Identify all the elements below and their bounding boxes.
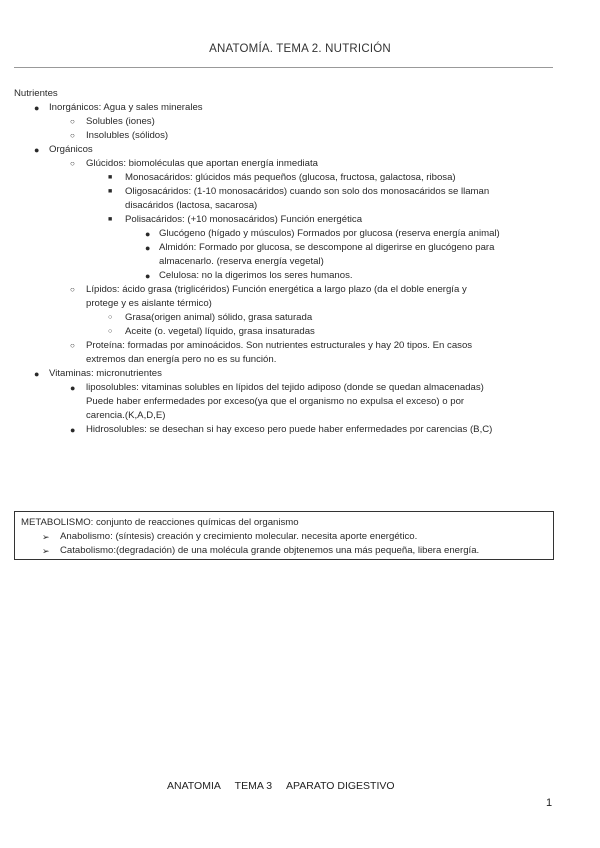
- list-item: ● Hidrosolubles: se desechan si hay exceso pero puede haber enfermedades por carencias (B,C): [70, 424, 493, 435]
- list-item: ➢ Anabolismo: (síntesis) creación y crecimiento molecular. necesita aporte energético.: [42, 531, 418, 542]
- list-item-continuation: Puede haber enfermedades por exceso(ya que el organismo no expulsa el exceso) o por: [86, 396, 465, 407]
- nutrient-list: [14, 101, 559, 437]
- list-item-continuation: carencia.(K,A,D,E): [86, 410, 166, 421]
- list-item: ● Vitaminas: micronutrientes: [34, 368, 162, 379]
- list-item: ○ Glúcidos: biomoléculas que aportan energía inmediata: [70, 158, 318, 169]
- header-divider: [14, 67, 553, 68]
- list-item: ● Inorgánicos: Agua y sales minerales: [34, 102, 203, 113]
- metabolismo-box: [14, 511, 554, 560]
- bullet-circle-icon: ○: [70, 131, 75, 140]
- list-item: ● liposolubles: vitaminas solubles en lípidos del tejido adiposo (donde se quedan almacenadas): [70, 382, 484, 393]
- list-item: ● Celulosa: no la digerimos los seres humanos.: [145, 270, 353, 281]
- list-item: ○ Grasa(origen animal) sólido, grasa saturada: [108, 312, 313, 323]
- bullet-disc-icon: ●: [145, 229, 151, 239]
- page-number: 1: [546, 797, 553, 809]
- arrow-bullet-icon: ➢: [42, 532, 50, 542]
- bullet-circle-icon: ○: [70, 341, 75, 350]
- bullet-disc-icon: ●: [34, 103, 40, 113]
- list-item: ○ Insolubles (sólidos): [70, 130, 169, 141]
- notes-content: [14, 87, 559, 437]
- bullet-disc-icon: ●: [70, 383, 76, 393]
- list-item: ○ Solubles (iones): [70, 116, 155, 127]
- metabolismo-title: METABOLISMO: conjunto de reacciones químicas del organismo: [21, 517, 299, 528]
- list-item: ➢ Catabolismo:(degradación) de una molécula grande objtenemos una más pequeña, libera energía.: [42, 545, 480, 556]
- list-item-continuation: extremos dan energía pero no es su función.: [86, 354, 277, 365]
- list-item: ○ Lípidos: ácido grasa (triglicéridos) Función energética a largo plazo (da el doble energía y: [70, 284, 467, 295]
- list-item: ● Orgánicos: [34, 144, 93, 155]
- bullet-circle-icon: ○: [108, 314, 113, 321]
- bullet-circle-icon: ○: [108, 328, 113, 335]
- bullet-disc-icon: ●: [34, 369, 40, 379]
- list-item-continuation: disacáridos (lactosa, sacarosa): [125, 200, 258, 211]
- bullet-circle-icon: ○: [70, 159, 75, 168]
- list-item: ■ Polisacáridos: (+10 monosacáridos) Función energética: [108, 214, 363, 225]
- list-item: ● Glucógeno (hígado y músculos) Formados por glucosa (reserva energía animal): [145, 228, 500, 239]
- bullet-disc-icon: ●: [145, 243, 151, 253]
- list-item-continuation: protege y es aislante térmico): [86, 298, 212, 309]
- bullet-square-icon: ■: [108, 188, 113, 195]
- bullet-disc-icon: ●: [34, 145, 40, 155]
- bullet-disc-icon: ●: [70, 425, 76, 435]
- bullet-circle-icon: ○: [70, 117, 75, 126]
- bullet-circle-icon: ○: [70, 285, 75, 294]
- bullet-square-icon: ■: [108, 216, 113, 223]
- section-heading: Nutrientes: [14, 88, 58, 99]
- next-topic-title: ANATOMIA TEMA 3 APARATO DIGESTIVO: [167, 780, 395, 792]
- arrow-bullet-icon: ➢: [42, 546, 50, 556]
- list-item: ○ Aceite (o. vegetal) líquido, grasa insaturadas: [108, 326, 315, 337]
- list-item: ■ Monosacáridos: glúcidos más pequeños (glucosa, fructosa, galactosa, ribosa): [108, 172, 456, 183]
- page-header-title: ANATOMÍA. TEMA 2. NUTRICIÓN: [209, 43, 391, 55]
- list-item: ● Almidón: Formado por glucosa, se descompone al digerirse en glucógeno para: [145, 242, 495, 253]
- bullet-square-icon: ■: [108, 174, 113, 181]
- bullet-disc-icon: ●: [145, 271, 151, 281]
- list-item: ○ Proteína: formadas por aminoácidos. Son nutrientes estructurales y hay 20 tipos. En casos: [70, 340, 473, 351]
- list-item-continuation: almacenarlo. (reserva energía vegetal): [159, 256, 324, 267]
- list-item: ■ Oligosacáridos: (1-10 monosacáridos) cuando son solo dos monosacáridos se llaman: [108, 186, 490, 197]
